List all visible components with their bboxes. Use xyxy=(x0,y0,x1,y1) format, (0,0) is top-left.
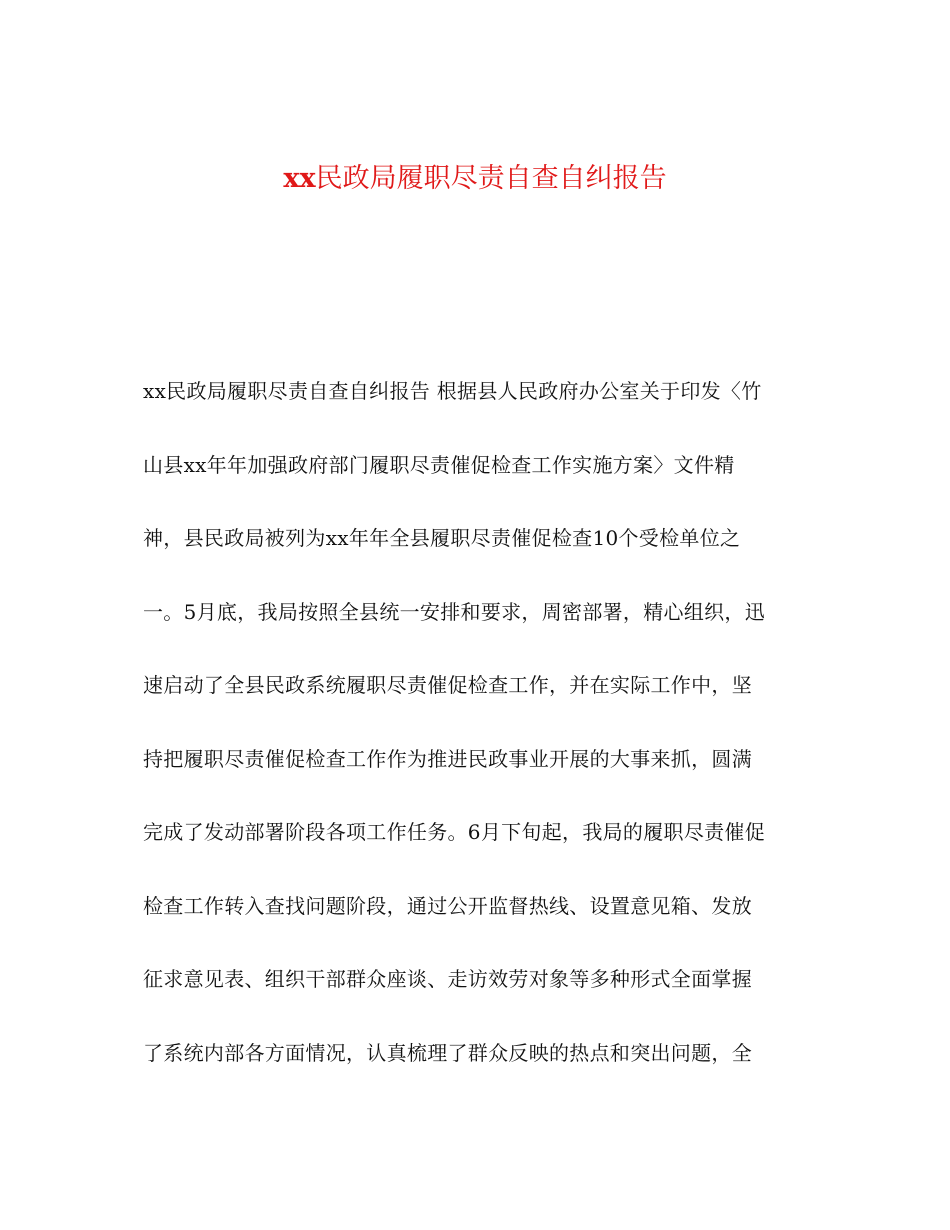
body-line: 持把履职尽责催促检查工作作为推进民政事业开展的大事来抓，圆满 xyxy=(143,746,752,771)
document-body xyxy=(143,376,823,1111)
body-line: 一。5月底，我局按照全县统一安排和要求，周密部署，精心组织，迅 xyxy=(143,599,766,624)
document-title xyxy=(0,161,950,197)
body-line: 征求意见表、组织干部群众座谈、走访效劳对象等多种形式全面掌握 xyxy=(143,967,752,991)
body-line: xx民政局履职尽责自查自纠报告 根据县人民政府办公室关于印发〈竹 xyxy=(143,379,762,403)
body-line: 速启动了全县民政系统履职尽责催促检查工作，并在实际工作中，坚 xyxy=(143,673,752,697)
body-line: 检查工作转入查找问题阶段，通过公开监督热线、设置意见箱、发放 xyxy=(143,893,752,918)
title-main: 民政局履职尽责自查自纠报告 xyxy=(315,163,667,195)
body-line: 了系统内部各方面情况，认真梳理了群众反映的热点和突出问题，全 xyxy=(143,1040,752,1065)
body-line: 完成了发动部署阶段各项工作任务。6月下旬起，我局的履职尽责催促 xyxy=(143,820,766,844)
title-prefix: xx xyxy=(283,163,316,195)
body-line: 山县xx年年加强政府部门履职尽责催促检查工作实施方案〉文件精 xyxy=(143,452,735,477)
body-line: 神，县民政局被列为xx年年全县履职尽责催促检查10个受检单位之 xyxy=(143,526,741,550)
